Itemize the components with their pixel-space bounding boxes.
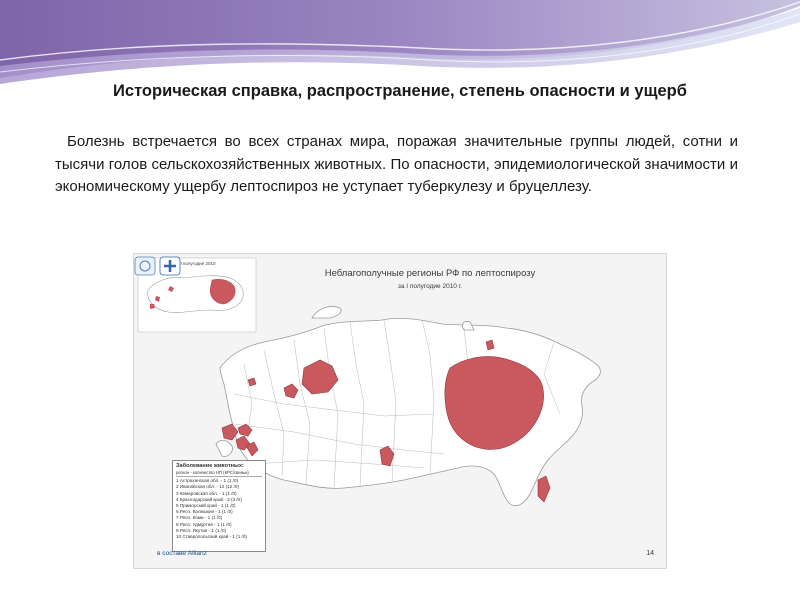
legend-subtitle: регион - количество НП (КРС/свиньи)	[176, 470, 262, 477]
legend-title: Заболевание животных:	[176, 463, 244, 469]
legend-row: 8 Респ. Удмуртия - 1 (1 /0)	[176, 521, 232, 527]
map-legend	[172, 460, 266, 552]
legend-row: 7 Респ. Коми - 1 (1 /0)	[176, 515, 223, 521]
map-title: Неблагополучные регионы РФ по лептоспирозу	[324, 268, 536, 279]
legend-row: 10 Ставропольский край - 1 (1 /0)	[176, 534, 247, 540]
partner-logos	[134, 254, 182, 278]
legend-row: 2 Ивановская обл. - 12 (12 /0)	[176, 484, 239, 490]
region-primorsky	[538, 476, 550, 502]
allianz-footer: в составе Allianz	[157, 550, 207, 557]
legend-row: 6 Респ. Калмыкия - 1 (1 /0)	[176, 509, 233, 515]
slide-title: Историческая справка, распространение, степень опасности и ущерб	[113, 82, 687, 100]
decorative-wave-header	[0, 0, 800, 90]
legend-row: 5 Приморский край - 1 (1 /0)	[176, 503, 236, 509]
map-subtitle: за I полугодие 2010 г.	[397, 283, 463, 290]
inset-map-caption: I полугодие 2010	[180, 261, 216, 266]
legend-row: 3 Кемеровская обл. - 1 (1 /0)	[176, 490, 237, 496]
legend-row: 1 Астраханская обл. - 1 (1 /0)	[176, 478, 239, 484]
figure-page-number: 14	[646, 550, 654, 557]
legend-row: 4 Краснодарский край - 3 (3 /0)	[176, 496, 242, 502]
slide-body-text: Болезнь встречается во всех странах мира, поражая значительные группы людей, сотни и тысячи голов сельскохозяйственных животных. По опасности, эпидемиологической значимости и экономическому ущербу лептоспироз не уступает туберкулезу и бруцеллезу.	[55, 133, 738, 195]
legend-row: 9 Респ. Якутия - 1 (1 /0)	[176, 527, 227, 533]
leptospirosis-map-figure	[133, 253, 667, 569]
